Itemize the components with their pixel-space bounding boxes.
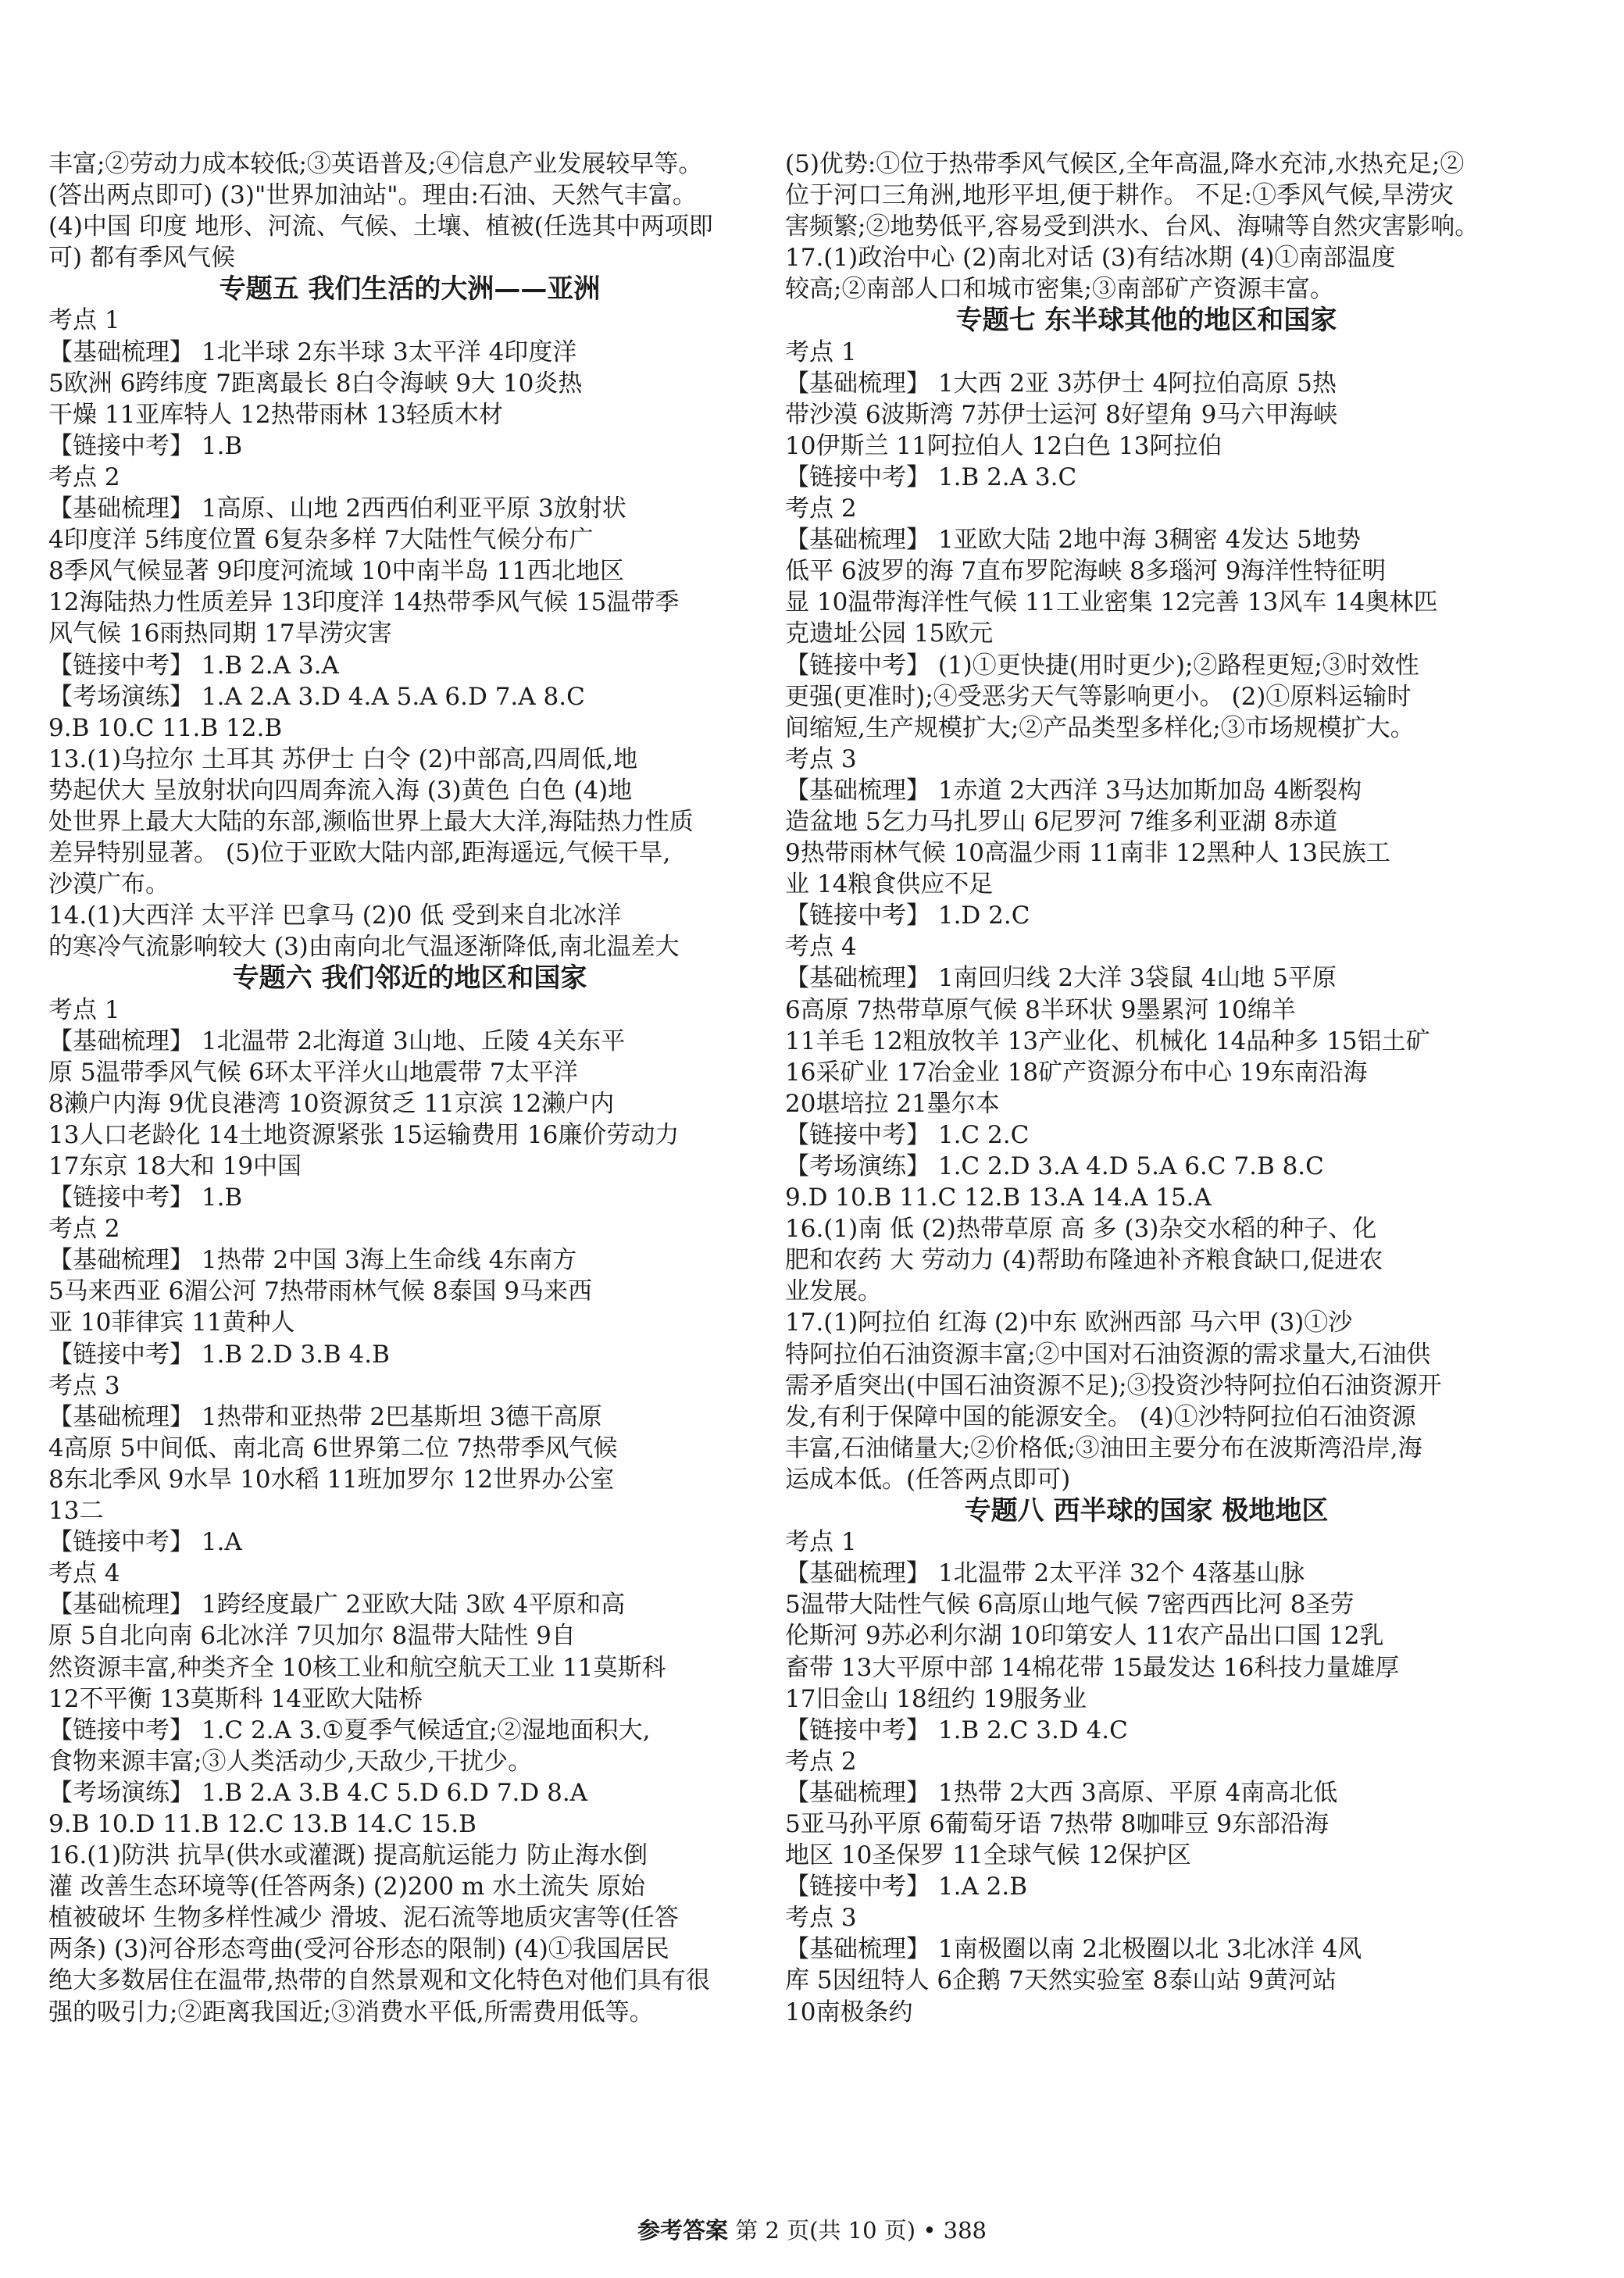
text-line: 畜带 13大平原中部 14棉花带 15最发达 16科技力量雄厚 <box>785 1653 1400 1682</box>
text-line: 13人口老龄化 14土地资源紧张 15运输费用 16廉价劳动力 <box>48 1120 680 1149</box>
footer-page-number: • 388 <box>923 2217 987 2244</box>
text-line: 考点 1 <box>785 337 857 366</box>
footer-label: 参考答案 <box>637 2217 729 2244</box>
text-line: 17.(1)阿拉伯 红海 (2)中东 欧洲西部 马六甲 (3)①沙 <box>785 1309 1353 1337</box>
text-line: 16.(1)防洪 抗旱(供水或灌溉) 提高航运能力 防止海水倒 <box>48 1841 648 1870</box>
text-line: 4印度洋 5纬度位置 6复杂多样 7大陆性气候分布广 <box>48 526 594 555</box>
text-line: 【链接中考】 1.B 2.A 3.A <box>48 651 339 680</box>
text-line: 【基础梳理】 1热带和亚热带 2巴基斯坦 3德干高原 <box>48 1402 602 1431</box>
text-line: 发,有利于保障中国的能源安全。 (4)①沙特阿拉伯石油资源 <box>785 1402 1416 1431</box>
text-line: 害频繁;②地势低平,容易受到洪水、台风、海啸等自然灾害影响。 <box>785 212 1479 241</box>
text-line: 的寒冷气流影响较大 (3)由南向北气温逐渐降低,南北温差大 <box>48 933 680 962</box>
text-line: 考点 2 <box>48 1215 120 1244</box>
text-line: 11羊毛 12粗放牧羊 13产业化、机械化 14品种多 15铝土矿 <box>785 1027 1430 1055</box>
text-line: 【链接中考】 1.B 2.D 3.B 4.B <box>48 1340 390 1369</box>
text-line: 带沙漠 6波斯湾 7苏伊士运河 8好望角 9马六甲海峡 <box>785 400 1338 429</box>
text-line: 更强(更准时);④受恶劣天气等影响更小。 (2)①原料运输时 <box>785 682 1412 711</box>
text-line: 间缩短,生产规模扩大;②产品类型多样化;③市场规模扩大。 <box>785 713 1415 742</box>
text-line: 绝大多数居住在温带,热带的自然景观和文化特色对他们具有很 <box>48 1966 710 1995</box>
text-line: 业发展。 <box>785 1277 882 1306</box>
text-line: 【基础梳理】 1高原、山地 2西西伯利亚平原 3放射状 <box>48 495 626 523</box>
text-line: 【链接中考】 1.C 2.A 3.①夏季气候适宜;②湿地面积大, <box>48 1716 651 1744</box>
text-line: 然资源丰富,种类齐全 10核工业和航空航天工业 11莫斯科 <box>48 1653 666 1682</box>
text-line: 【链接中考】 1.B 2.A 3.C <box>785 462 1077 491</box>
text-line: 库 5因纽特人 6企鹅 7天然实验室 8泰山站 9黄河站 <box>785 1966 1337 1995</box>
text-line: 考点 2 <box>785 495 857 523</box>
text-line: (4)中国 印度 地形、河流、气候、土壤、植被(任选其中两项即 <box>48 212 713 241</box>
text-line: 20堪培拉 21墨尔本 <box>785 1089 1000 1118</box>
text-line: 势起伏大 呈放射状向四周奔流入海 (3)黄色 白色 (4)地 <box>48 776 633 805</box>
text-line: 【考场演练】 1.A 2.A 3.D 4.A 5.A 6.D 7.A 8.C <box>48 682 585 711</box>
section-heading: 专题六 我们邻近的地区和国家 <box>232 962 587 994</box>
text-line: 13二 <box>48 1497 104 1526</box>
text-line: 位于河口三角洲,地形平坦,便于耕作。 不足:①季风气候,旱涝灾 <box>785 181 1454 210</box>
text-line: (答出两点即可) (3)"世界加油站"。理由:石油、天然气丰富。 <box>48 181 697 210</box>
text-line: 【基础梳理】 1热带 2大西 3高原、平原 4南高北低 <box>785 1778 1338 1807</box>
text-line: 【链接中考】 1.B 2.C 3.D 4.C <box>785 1716 1128 1744</box>
text-line: 5马来西亚 6湄公河 7热带雨林气候 8泰国 9马来西 <box>48 1277 593 1306</box>
text-line: 17旧金山 18纽约 19服务业 <box>785 1684 1087 1713</box>
page-footer <box>0 2217 1624 2244</box>
text-line: 低平 6波罗的海 7直布罗陀海峡 8多瑙河 9海洋性特征明 <box>785 557 1387 586</box>
text-line: 可) 都有季风气候 <box>48 244 235 273</box>
text-line: 8季风气候显著 9印度河流域 10中南半岛 11西北地区 <box>48 557 624 586</box>
text-line: 【链接中考】 1.B <box>48 431 243 460</box>
section-heading: 专题五 我们生活的大洲——亚洲 <box>219 273 601 305</box>
text-line: (5)优势:①位于热带季风气候区,全年高温,降水充沛,水热充足;② <box>785 150 1465 178</box>
text-line: 【基础梳理】 1大西 2亚 3苏伊士 4阿拉伯高原 5热 <box>785 369 1337 398</box>
text-line: 【基础梳理】 1热带 2中国 3海上生命线 4东南方 <box>48 1246 577 1275</box>
text-line: 6高原 7热带草原气候 8半环状 9墨累河 10绵羊 <box>785 995 1296 1024</box>
text-line: 【基础梳理】 1跨经度最广 2亚欧大陆 3欧 4平原和高 <box>48 1591 626 1619</box>
text-line: 原 5自北向南 6北冰洋 7贝加尔 8温带大陆性 9自 <box>48 1622 576 1651</box>
text-line: 考点 1 <box>785 1528 857 1557</box>
text-line: 9.B 10.C 11.B 12.B <box>48 713 283 742</box>
text-line: 【基础梳理】 1亚欧大陆 2地中海 3稠密 4发达 5地势 <box>785 526 1361 555</box>
text-line: 考点 2 <box>785 1747 857 1776</box>
footer-page: 第 2 页(共 10 页) <box>735 2217 916 2244</box>
left-column <box>48 148 771 2028</box>
text-line: 8东北季风 9水旱 10水稻 11班加罗尔 12世界办公室 <box>48 1465 615 1494</box>
text-line: 【链接中考】 1.A <box>48 1528 242 1557</box>
text-line: 5亚马孙平原 6葡萄牙语 7热带 8咖啡豆 9东部沿海 <box>785 1809 1330 1838</box>
text-line: 【基础梳理】 1北温带 2太平洋 32个 4落基山脉 <box>785 1559 1305 1588</box>
text-line: 显 10温带海洋性气候 11工业密集 12完善 13风车 14奥林匹 <box>785 588 1438 617</box>
text-line: 5欧洲 6跨纬度 7距离最长 8白令海峡 9大 10炎热 <box>48 369 583 398</box>
text-line: 【基础梳理】 1南极圈以南 2北极圈以北 3北冰洋 4风 <box>785 1935 1362 1964</box>
text-line: 13.(1)乌拉尔 土耳其 苏伊士 白令 (2)中部高,四周低,地 <box>48 744 638 773</box>
text-line: 考点 1 <box>48 995 120 1024</box>
text-line: 【基础梳理】 1赤道 2大西洋 3马达加斯加岛 4断裂构 <box>785 776 1362 805</box>
text-line: 强的吸引力;②距离我国近;③消费水平低,所需费用低等。 <box>48 1998 654 2026</box>
text-line: 处世界上最大大陆的东部,濒临世界上最大大洋,海陆热力性质 <box>48 807 694 836</box>
text-line: 12不平衡 13莫斯科 14亚欧大陆桥 <box>48 1684 423 1713</box>
text-line: 【链接中考】 (1)①更快捷(用时更少);②路程更短;③时效性 <box>785 651 1419 680</box>
text-line: 【链接中考】 1.A 2.B <box>785 1873 1028 1901</box>
text-line: 业 14粮食供应不足 <box>785 870 994 899</box>
text-line: 特阿拉伯石油资源丰富;②中国对石油资源的需求量大,石油供 <box>785 1340 1431 1369</box>
text-line: 9热带雨林气候 10高温少雨 11南非 12黑种人 13民族工 <box>785 839 1390 868</box>
text-line: 肥和农药 大 劳动力 (4)帮助布隆迪补齐粮食缺口,促进农 <box>785 1246 1383 1275</box>
text-line: 地区 10圣保罗 11全球气候 12保护区 <box>785 1841 1191 1870</box>
text-line: 考点 3 <box>785 744 857 773</box>
text-line: 【考场演练】 1.C 2.D 3.A 4.D 5.A 6.C 7.B 8.C <box>785 1152 1324 1180</box>
text-line: 【链接中考】 1.C 2.C <box>785 1120 1030 1149</box>
text-line: 17东京 18大和 19中国 <box>48 1152 302 1180</box>
text-line: 9.B 10.D 11.B 12.C 13.B 14.C 15.B <box>48 1809 476 1838</box>
text-line: 需矛盾突出(中国石油资源不足);③投资沙特阿拉伯石油资源开 <box>785 1371 1442 1400</box>
text-line: 丰富,石油储量大;②价格低;③油田主要分布在波斯湾沿岸,海 <box>785 1434 1422 1462</box>
text-line: 9.D 10.B 11.C 12.B 13.A 14.A 15.A <box>785 1184 1212 1212</box>
text-line: 17.(1)政治中心 (2)南北对话 (3)有结冰期 (4)①南部温度 <box>785 244 1396 273</box>
text-line: 较高;②南部人口和城市密集;③南部矿产资源丰富。 <box>785 275 1334 304</box>
text-line: 灌 改善生态环境等(任答两条) (2)200 m 水土流失 原始 <box>48 1873 645 1901</box>
text-line: 16采矿业 17冶金业 18矿产资源分布中心 19东南沿海 <box>785 1058 1368 1087</box>
text-line: 差异特别显著。 (5)位于亚欧大陆内部,距海遥远,气候干旱, <box>48 839 671 868</box>
text-line: 考点 1 <box>48 306 120 335</box>
text-line: 5温带大陆性气候 6高原山地气候 7密西西比河 8圣劳 <box>785 1591 1355 1619</box>
right-column <box>785 148 1508 2028</box>
text-line: 【基础梳理】 1南回归线 2大洋 3袋鼠 4山地 5平原 <box>785 964 1337 993</box>
text-line: 4高原 5中间低、南北高 6世界第二位 7热带季风气候 <box>48 1434 618 1462</box>
text-line: 风气候 16雨热同期 17旱涝灾害 <box>48 619 392 648</box>
text-line: 考点 3 <box>48 1371 120 1400</box>
text-line: 10伊斯兰 11阿拉伯人 12白色 13阿拉伯 <box>785 431 1222 460</box>
text-line: 考点 4 <box>785 933 857 962</box>
text-line: 食物来源丰富;③人类活动少,天敌少,干扰少。 <box>48 1747 533 1776</box>
section-heading: 专题七 东半球其他的地区和国家 <box>955 305 1337 337</box>
section-heading: 专题八 西半球的国家 极地地区 <box>964 1495 1329 1527</box>
text-line: 12海陆热力性质差异 13印度洋 14热带季风气候 15温带季 <box>48 588 680 617</box>
text-line: 【基础梳理】 1北半球 2东半球 3太平洋 4印度洋 <box>48 337 577 366</box>
text-line: 造盆地 5乞力马扎罗山 6尼罗河 7维多利亚湖 8赤道 <box>785 807 1338 836</box>
text-line: 16.(1)南 低 (2)热带草原 高 多 (3)杂交水稻的种子、化 <box>785 1215 1377 1244</box>
text-line: 【链接中考】 1.D 2.C <box>785 902 1030 930</box>
text-line: 考点 3 <box>785 1904 857 1933</box>
text-line: 考点 4 <box>48 1559 120 1588</box>
text-line: 10南极条约 <box>785 1998 913 2026</box>
text-line: 运成本低。(任答两点即可) <box>785 1465 1071 1494</box>
text-line: 沙漠广布。 <box>48 870 170 899</box>
text-line: 丰富;②劳动力成本较低;③英语普及;④信息产业发展较早等。 <box>48 150 703 178</box>
text-line: 原 5温带季风气候 6环太平洋火山地震带 7太平洋 <box>48 1058 578 1087</box>
text-line: 【链接中考】 1.B <box>48 1184 243 1212</box>
text-line: 【考场演练】 1.B 2.A 3.B 4.C 5.D 6.D 7.D 8.A <box>48 1778 588 1807</box>
text-line: 干燥 11亚库特人 12热带雨林 13轻质木材 <box>48 400 503 429</box>
text-line: 两条) (3)河谷形态弯曲(受河谷形态的限制) (4)①我国居民 <box>48 1935 669 1964</box>
text-line: 考点 2 <box>48 462 120 491</box>
text-line: 植被破坏 生物多样性减少 滑坡、泥石流等地质灾害等(任答 <box>48 1904 679 1933</box>
text-line: 亚 10菲律宾 11黄种人 <box>48 1309 295 1337</box>
text-line: 8濑户内海 9优良港湾 10资源贫乏 11京滨 12濑户内 <box>48 1089 615 1118</box>
text-line: 克遗址公园 15欧元 <box>785 619 994 648</box>
text-line: 伦斯河 9苏必利尔湖 10印第安人 11农产品出口国 12乳 <box>785 1622 1384 1651</box>
text-line: 14.(1)大西洋 太平洋 巴拿马 (2)0 低 受到来自北冰洋 <box>48 902 622 930</box>
text-line: 【基础梳理】 1北温带 2北海道 3山地、丘陵 4关东平 <box>48 1027 626 1055</box>
